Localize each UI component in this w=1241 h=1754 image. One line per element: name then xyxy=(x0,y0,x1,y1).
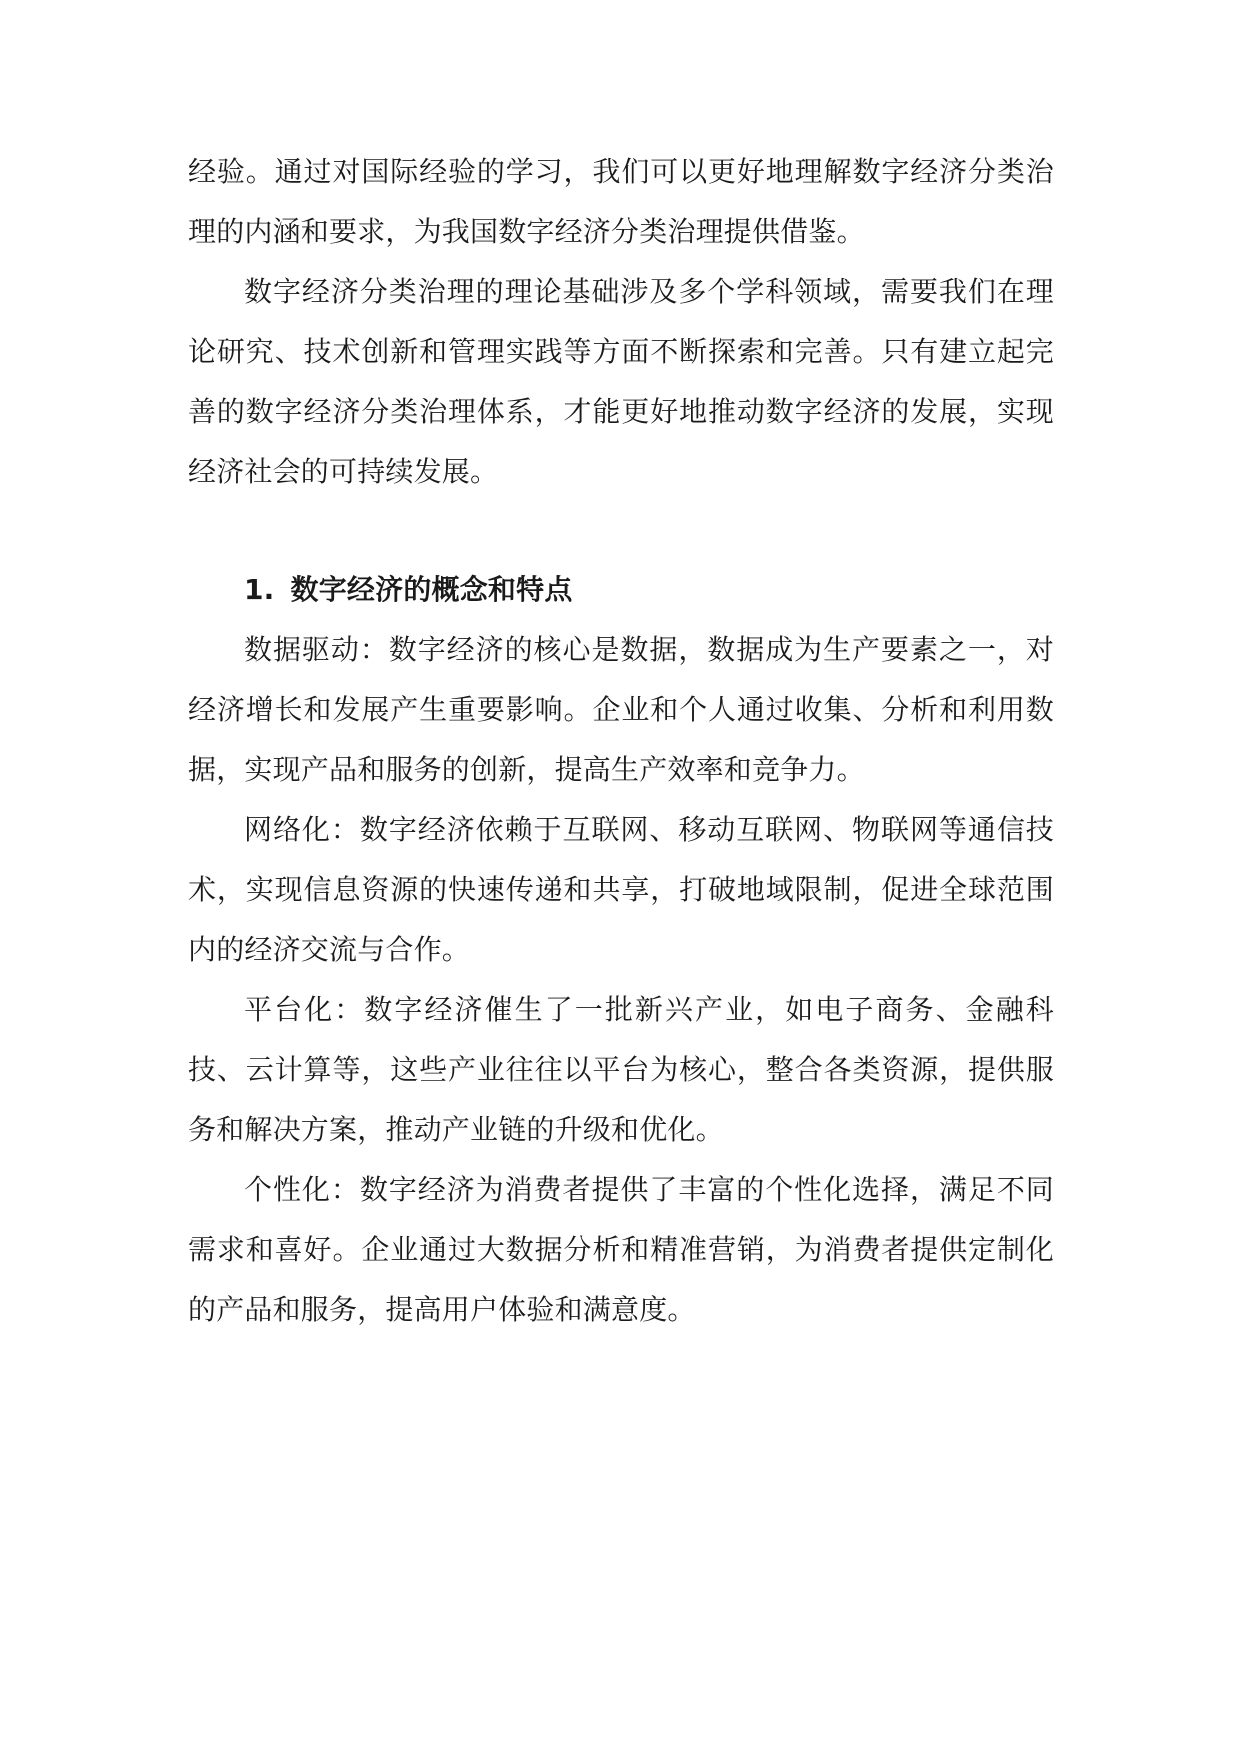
paragraph-data-driven: 数据驱动：数字经济的核心是数据，数据成为生产要素之一，对经济增长和发展产生重要影响。企业和个人通过收集、分析和利用数据，实现产品和服务的创新，提高生产效率和竞争力。 xyxy=(188,633,1054,786)
section-title: 数字经济的概念和特点 xyxy=(290,573,573,606)
paragraph-theory-basis: 数字经济分类治理的理论基础涉及多个学科领域，需要我们在理论研究、技术创新和管理实践等方面不断探索和完善。只有建立起完善的数字经济分类治理体系，才能更好地推动数字经济的发展，实现经济社会的可持续发展。 xyxy=(188,275,1054,488)
section-number: 1. xyxy=(244,573,275,606)
paragraph-networked: 网络化：数字经济依赖于互联网、移动互联网、物联网等通信技术，实现信息资源的快速传递和共享，打破地域限制，促进全球范围内的经济交流与合作。 xyxy=(188,813,1054,966)
section-heading xyxy=(188,560,1054,620)
document-body xyxy=(188,142,1054,1340)
paragraph-personalized: 个性化：数字经济为消费者提供了丰富的个性化选择，满足不同需求和喜好。企业通过大数据分析和精准营销，为消费者提供定制化的产品和服务，提高用户体验和满意度。 xyxy=(188,1173,1054,1326)
paragraph-platform: 平台化：数字经济催生了一批新兴产业，如电子商务、金融科技、云计算等，这些产业往往以平台为核心，整合各类资源，提供服务和解决方案，推动产业链的升级和优化。 xyxy=(188,993,1054,1146)
paragraph-continued: 经验。通过对国际经验的学习，我们可以更好地理解数字经济分类治理的内涵和要求，为我国数字经济分类治理提供借鉴。 xyxy=(188,155,1054,248)
